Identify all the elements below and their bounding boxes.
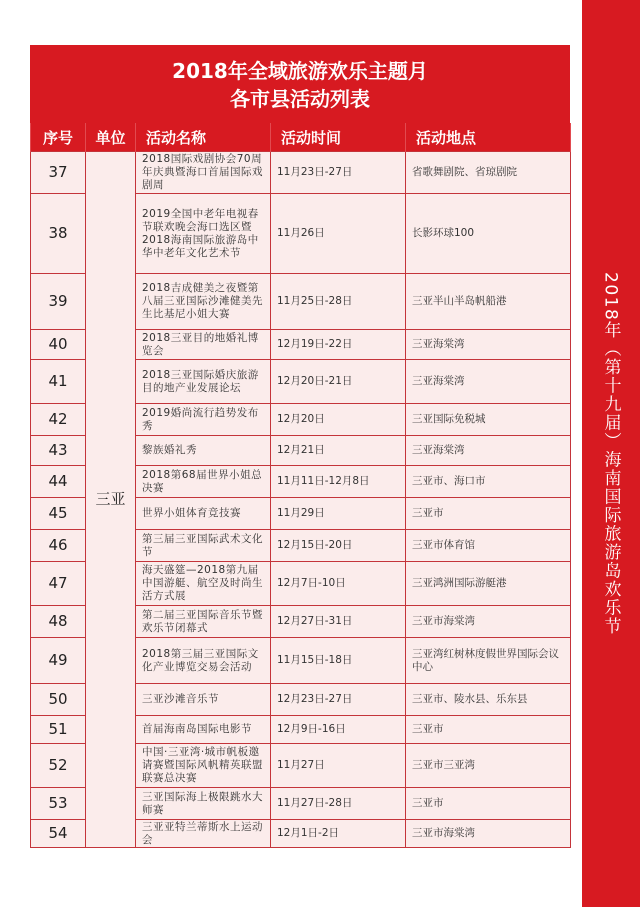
- activity-place: 三亚市: [406, 716, 571, 744]
- header-index: 序号: [31, 123, 86, 152]
- header-activity-place: 活动地点: [406, 123, 571, 152]
- activity-name: 海天盛筵—2018第九届中国游艇、航空及时尚生活方式展: [136, 562, 271, 606]
- activity-place: 三亚市体育馆: [406, 530, 571, 562]
- unit-cell: 三亚: [86, 152, 136, 848]
- row-index: 46: [31, 530, 86, 562]
- title-line-1: 2018年全域旅游欢乐主题月: [172, 59, 428, 83]
- activity-place: 三亚国际免税城: [406, 404, 571, 436]
- activity-table: [30, 123, 571, 848]
- activity-time: 11月26日: [271, 194, 406, 274]
- table-header-row: [31, 123, 571, 152]
- activity-place: 三亚市: [406, 498, 571, 530]
- row-index: 51: [31, 716, 86, 744]
- activity-name: 中国·三亚湾·城市帆板邀请赛暨国际风帆精英联盟联赛总决赛: [136, 744, 271, 788]
- activity-name: 黎族婚礼秀: [136, 436, 271, 466]
- activity-name: 2018国际戏剧协会70周年庆典暨海口首届国际戏剧周: [136, 152, 271, 194]
- activity-time: 11月23日-27日: [271, 152, 406, 194]
- activity-place: 三亚市海棠湾: [406, 606, 571, 638]
- activity-time: 12月9日-16日: [271, 716, 406, 744]
- table-title: [30, 45, 570, 123]
- activity-place: 三亚市海棠湾: [406, 820, 571, 848]
- activity-place: 省歌舞剧院、省琼剧院: [406, 152, 571, 194]
- sidebar-banner: [582, 0, 640, 907]
- activity-time: 12月1日-2日: [271, 820, 406, 848]
- activity-place: 三亚半山半岛帆船港: [406, 274, 571, 330]
- activity-place: 三亚市、海口市: [406, 466, 571, 498]
- activity-name: 2019婚尚流行趋势发布秀: [136, 404, 271, 436]
- activity-name: 世界小姐体育竞技赛: [136, 498, 271, 530]
- activity-time: 12月21日: [271, 436, 406, 466]
- activity-place: 三亚海棠湾: [406, 360, 571, 404]
- activity-time: 12月7日-10日: [271, 562, 406, 606]
- activity-table-container: [30, 45, 570, 848]
- row-index: 37: [31, 152, 86, 194]
- sidebar-festival-title: 2018年（第十九届）海南国际旅游岛欢乐节: [600, 271, 621, 636]
- activity-place: 三亚市三亚湾: [406, 744, 571, 788]
- activity-place: 三亚海棠湾: [406, 330, 571, 360]
- row-index: 50: [31, 684, 86, 716]
- activity-place: 三亚鸿洲国际游艇港: [406, 562, 571, 606]
- activity-time: 11月25日-28日: [271, 274, 406, 330]
- row-index: 53: [31, 788, 86, 820]
- header-activity-time: 活动时间: [271, 123, 406, 152]
- activity-time: 12月20日-21日: [271, 360, 406, 404]
- activity-name: 三亚沙滩音乐节: [136, 684, 271, 716]
- row-index: 54: [31, 820, 86, 848]
- activity-place: 三亚海棠湾: [406, 436, 571, 466]
- row-index: 38: [31, 194, 86, 274]
- activity-name: 三亚国际海上极限跳水大师赛: [136, 788, 271, 820]
- activity-name: 三亚亚特兰蒂斯水上运动会: [136, 820, 271, 848]
- row-index: 40: [31, 330, 86, 360]
- activity-time: 12月27日-31日: [271, 606, 406, 638]
- row-index: 42: [31, 404, 86, 436]
- row-index: 52: [31, 744, 86, 788]
- row-index: 44: [31, 466, 86, 498]
- activity-name: 2018第三届三亚国际文化产业博览交易会活动: [136, 638, 271, 684]
- activity-name: 2019全国中老年电视春节联欢晚会海口选区暨2018海南国际旅游岛中华中老年文化艺术节: [136, 194, 271, 274]
- activity-name: 2018第68届世界小姐总决赛: [136, 466, 271, 498]
- activity-place: 三亚市、陵水县、乐东县: [406, 684, 571, 716]
- table-row: [31, 152, 571, 194]
- activity-place: 三亚湾红树林度假世界国际会议中心: [406, 638, 571, 684]
- row-index: 48: [31, 606, 86, 638]
- activity-name: 2018吉成健美之夜暨第八届三亚国际沙滩健美先生比基尼小姐大赛: [136, 274, 271, 330]
- activity-time: 11月29日: [271, 498, 406, 530]
- activity-time: 12月19日-22日: [271, 330, 406, 360]
- activity-time: 11月27日-28日: [271, 788, 406, 820]
- activity-place: 长影环球100: [406, 194, 571, 274]
- row-index: 39: [31, 274, 86, 330]
- row-index: 45: [31, 498, 86, 530]
- header-unit: 单位: [86, 123, 136, 152]
- activity-place: 三亚市: [406, 788, 571, 820]
- row-index: 41: [31, 360, 86, 404]
- table-body: [31, 152, 571, 848]
- activity-time: 12月15日-20日: [271, 530, 406, 562]
- activity-time: 11月27日: [271, 744, 406, 788]
- title-line-2: 各市县活动列表: [230, 87, 370, 111]
- activity-time: 12月23日-27日: [271, 684, 406, 716]
- activity-time: 11月11日-12月8日: [271, 466, 406, 498]
- row-index: 47: [31, 562, 86, 606]
- header-activity-name: 活动名称: [136, 123, 271, 152]
- activity-time: 12月20日: [271, 404, 406, 436]
- activity-name: 首届海南岛国际电影节: [136, 716, 271, 744]
- activity-name: 2018三亚国际婚庆旅游目的地产业发展论坛: [136, 360, 271, 404]
- row-index: 49: [31, 638, 86, 684]
- activity-time: 11月15日-18日: [271, 638, 406, 684]
- activity-name: 第二届三亚国际音乐节暨欢乐节闭幕式: [136, 606, 271, 638]
- row-index: 43: [31, 436, 86, 466]
- activity-name: 第三届三亚国际武术文化节: [136, 530, 271, 562]
- activity-name: 2018三亚目的地婚礼博览会: [136, 330, 271, 360]
